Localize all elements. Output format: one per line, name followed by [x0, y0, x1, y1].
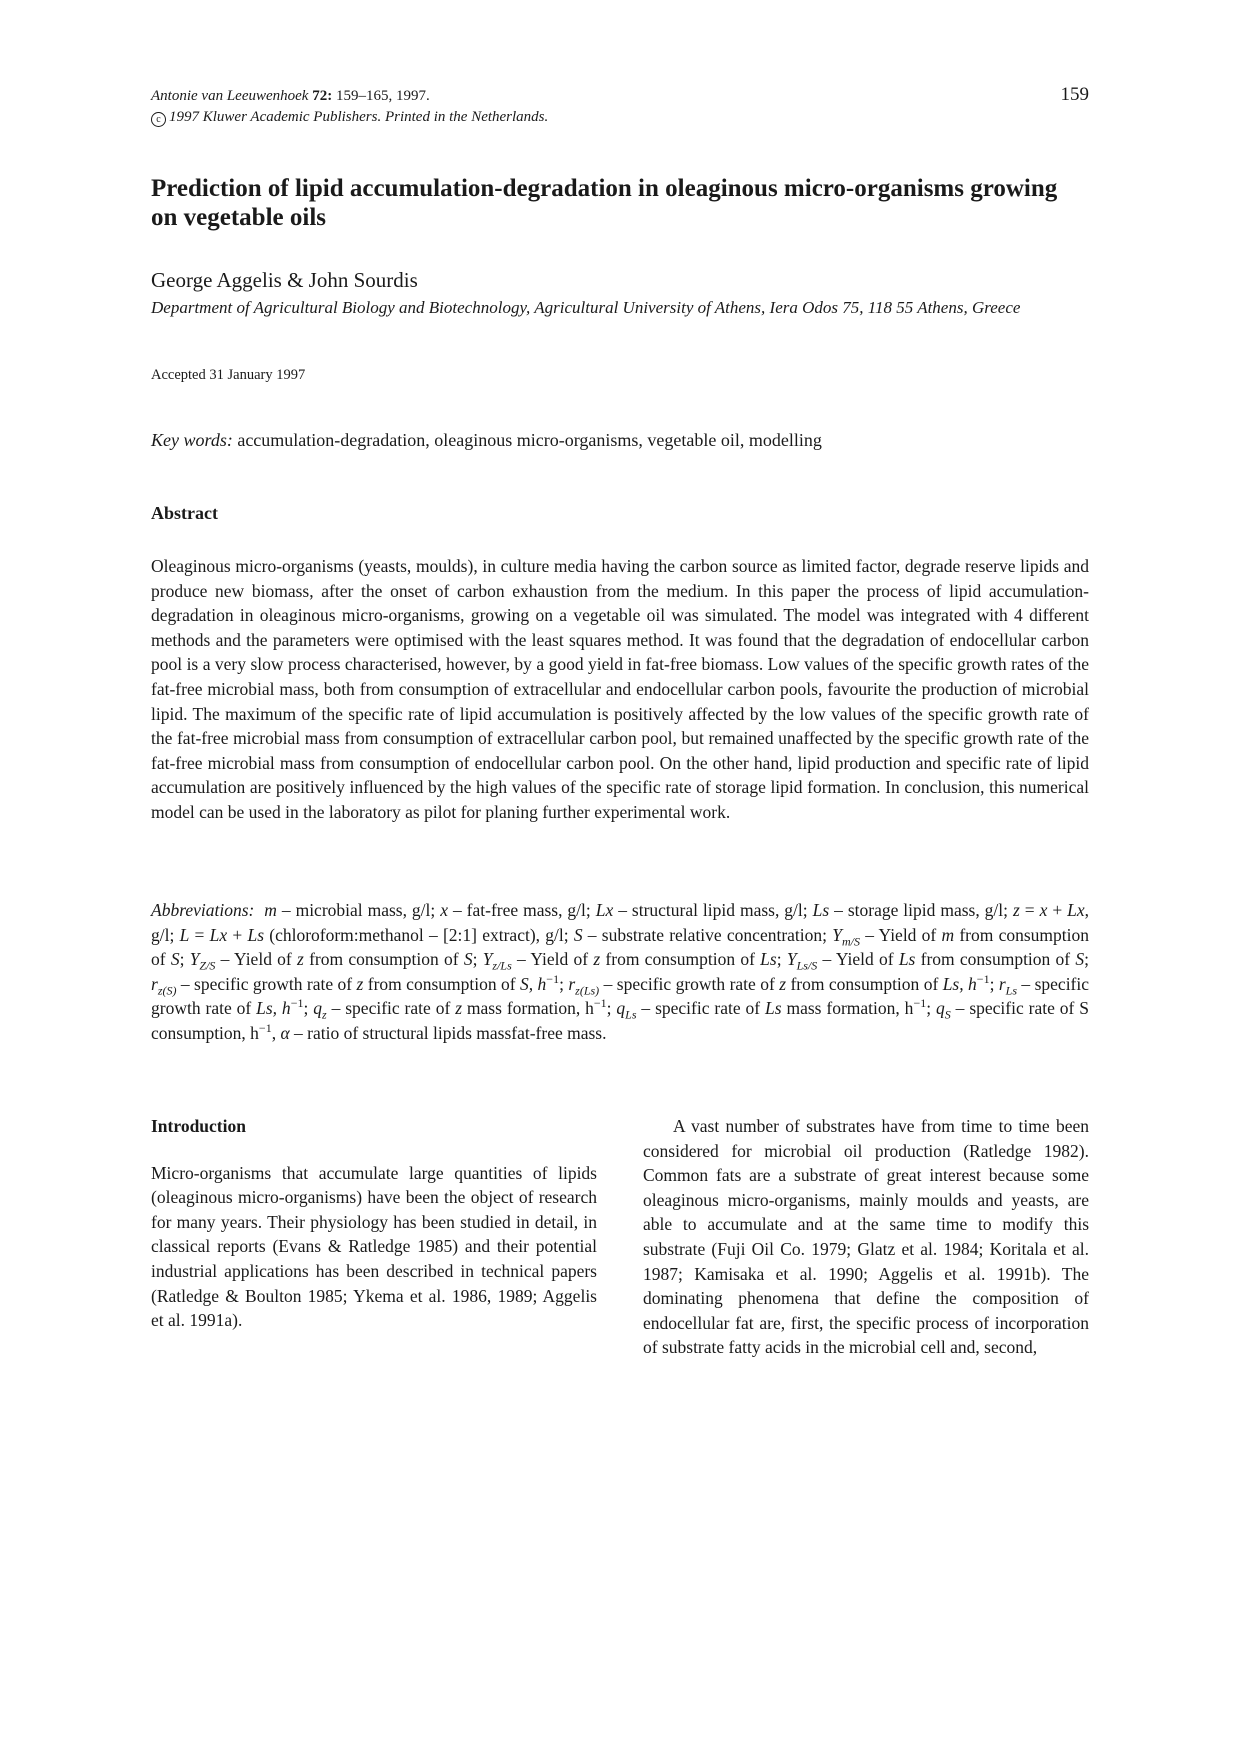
abbr-term: m	[264, 900, 277, 920]
abbr-superscript: −1	[593, 996, 607, 1011]
abbr-def: ;	[606, 998, 617, 1019]
abbr-term: Y	[832, 924, 842, 945]
abbr-term: S	[573, 924, 583, 945]
introduction-paragraph: Micro-organisms that accumulate large quantities of lipids (oleaginous micro-organisms) have been the object of research for many years. Their physiology has been studied in detail, in classical reports (Evans & Ratledge 1985) and their potential industrial applications has been described in technical papers (Ratledge & Boulton 1985; Ykema et al. 1986, 1989; Aggelis et al. 1991a).	[151, 1162, 597, 1331]
abbr-term: L	[179, 924, 190, 945]
abbr-def: =	[1019, 900, 1040, 920]
abbr-term: S	[170, 949, 180, 970]
abbreviations	[151, 898, 1089, 1046]
abbr-def: from consumption of	[151, 924, 1089, 970]
abbr-def: +	[1047, 900, 1068, 920]
abbr-term: Lx	[209, 924, 228, 945]
abbr-term: x	[440, 900, 449, 920]
abbr-term: Ls	[760, 949, 777, 970]
keywords	[151, 430, 822, 451]
abbr-def: mass formation, h	[462, 998, 594, 1019]
abbr-superscript: −1	[290, 996, 304, 1011]
abbr-def: – specific growth rate of	[151, 973, 1090, 1019]
abbr-subscript: z	[322, 1007, 327, 1022]
abbr-def: mass formation, h	[781, 998, 914, 1019]
journal-name: Antonie van Leeuwenhoek	[151, 88, 309, 104]
authors: George Aggelis & John Sourdis	[151, 268, 418, 292]
abbr-def: , g/l;	[151, 900, 1090, 945]
abbr-superscript: −1	[546, 971, 560, 986]
abbr-term: Lx	[595, 900, 614, 920]
abbr-term: Ls	[765, 998, 782, 1019]
abbr-subscript: z(Ls)	[575, 983, 600, 998]
keywords-label: Key words:	[151, 430, 233, 450]
abbr-def: from consumption of	[915, 949, 1076, 970]
abbr-term: z	[593, 949, 601, 970]
journal-citation	[151, 86, 1089, 107]
abbr-def: – substrate relative concentration;	[582, 924, 833, 945]
abstract-text: Oleaginous micro-organisms (yeasts, moulds), in culture media having the carbon source as limited factor, degrade reserve lipids and produce new biomass, after the onset of carbon exhaustion from the medium. In this paper the process of lipid accumulation-degradation in oleaginous micro-organisms, growing on a vegetable oil was simulated. The model was integrated with 4 different methods and the parameters were optimised with the least squares method. It was found that the degradation of endocellular carbon pool is a very slow process characterised, however, by a good yield in fat-free biomass. Low values of the specific growth rates of the fat-free microbial mass, both from consumption of extracellular and endocellular carbon pools, favourite the production of microbial lipid. The maximum of the specific rate of lipid accumulation is positively affected by the low values of the specific growth rate of the fat-free microbial mass from consumption of extracellular carbon pool, but remained unaffected by the specific growth rate of the fat-free microbial mass from consumption of endocellular carbon pool. On the other hand, lipid production and specific rate of lipid accumulation are positively influenced by the high values of the specific rate of storage lipid formation. In conclusion, this numerical model can be used in the laboratory as pilot for planing further experimental work.	[151, 556, 1089, 822]
abbr-def: – Yield of	[511, 949, 594, 970]
abbr-def: – fat-free mass, g/l;	[448, 900, 596, 920]
abbr-subscript: S	[944, 1007, 951, 1022]
abbr-subscript: Ls	[1005, 983, 1018, 998]
abbr-def: – storage lipid mass, g/l;	[829, 900, 1013, 920]
abbr-term: Y	[786, 949, 797, 970]
abbr-term: Ls	[247, 924, 265, 945]
abbr-def: – structural lipid mass, g/l;	[613, 900, 813, 920]
abbr-term: z	[779, 973, 787, 994]
abbr-def: – Yield of	[215, 949, 298, 970]
abbr-def: – specific rate of	[326, 998, 456, 1019]
introduction-heading: Introduction	[151, 1116, 246, 1136]
abbr-def: ;	[559, 973, 569, 994]
accepted-date: Accepted 31 January 1997	[151, 367, 306, 383]
abbr-def: ;	[179, 949, 190, 970]
abbr-term: z	[356, 973, 364, 994]
journal-volume: 72:	[312, 88, 333, 104]
abbr-def: – Yield of	[859, 924, 942, 945]
abbr-term: Y	[482, 949, 493, 970]
abbr-term: S, h	[520, 973, 547, 994]
abbr-def: – specific rate of S consumption, h	[151, 998, 1089, 1043]
abbr-term: z	[297, 949, 304, 970]
abbr-superscript: −1	[913, 996, 927, 1011]
abbr-def: – specific rate of	[636, 998, 766, 1019]
abbr-superscript: −1	[258, 1021, 272, 1036]
abbr-term: r	[568, 973, 576, 994]
abbr-def: from consumption of	[600, 949, 761, 970]
abbr-def: (chloroform:methanol – [2:1] extract), g/l;	[264, 924, 574, 945]
abbr-def: ;	[926, 998, 936, 1019]
abbr-subscript: z/Ls	[492, 958, 512, 973]
copyright-line	[151, 107, 1089, 128]
abbr-term: r	[151, 973, 158, 994]
copyright-text: 1997 Kluwer Academic Publishers. Printed in the Netherlands.	[169, 109, 549, 125]
abbr-subscript: Z/S	[199, 958, 216, 973]
page-number: 159	[1060, 84, 1089, 105]
abstract-heading: Abstract	[151, 503, 218, 523]
keywords-text: accumulation-degradation, oleaginous micro-organisms, vegetable oil, modelling	[237, 430, 822, 450]
abbr-def: from consumption of	[363, 973, 520, 994]
abbr-def: – specific growth rate of	[176, 973, 357, 994]
abbr-term: S	[463, 949, 473, 970]
abbr-def: from consumption of	[786, 973, 943, 994]
affiliation: Department of Agricultural Biology and Biotechnology, Agricultural University of Athens, Iera Odos 75, 118 55 Athens, Greece	[151, 298, 1021, 317]
abbr-term: m	[941, 924, 955, 945]
abbr-def: ;	[776, 949, 787, 970]
abbr-term: S	[1075, 949, 1085, 970]
paper-title: Prediction of lipid accumulation-degradation in oleaginous micro-organisms growing on vegetable oils	[151, 175, 1058, 231]
introduction-left-column	[151, 1114, 597, 1333]
journal-pages-year: 159–165, 1997.	[335, 88, 430, 104]
abbr-term: α	[280, 1022, 290, 1043]
abbr-term: q	[313, 998, 322, 1019]
abbr-term: Ls	[898, 949, 916, 970]
abbr-term: x	[1039, 900, 1048, 920]
abbreviations-label: Abbreviations:	[151, 900, 255, 920]
abbr-term: Ls, h	[256, 998, 291, 1019]
abbr-term: Ls	[812, 900, 830, 920]
abbr-subscript: Ls/S	[796, 958, 818, 973]
copyright-icon: c	[151, 112, 166, 127]
abbr-term: q	[936, 998, 945, 1019]
abbr-term: r	[998, 973, 1006, 994]
abbr-def: ,	[271, 1022, 281, 1043]
abbr-def: – specific growth rate of	[599, 973, 780, 994]
abbr-def: ;	[989, 973, 999, 994]
abbr-def: – microbial mass, g/l;	[276, 900, 441, 920]
abbr-term: Y	[189, 949, 200, 970]
abbr-def: ;	[472, 949, 483, 970]
introduction-right-column: A vast number of substrates have from time to time been considered for microbial oil production (Ratledge 1982). Common fats are a substrate of great interest because some oleaginous micro-organisms, mainly moulds and yeasts, are able to accumulate and at the same time to modify this substrate (Fuji Oil Co. 1979; Glatz et al. 1984; Koritala et al. 1987; Kamisaka et al. 1990; Aggelis et al. 1991b). The dominating phenomena that define the composition of endocellular fat are, first, the specific process of incorporation of substrate fatty acids in the microbial cell and, second,	[643, 1116, 1089, 1358]
abbr-term: Lx	[1067, 900, 1085, 920]
abbr-subscript: m/S	[841, 934, 860, 949]
abbr-def: – ratio of structural lipids massfat-free mass.	[289, 1022, 607, 1043]
abbr-def: from consumption of	[303, 949, 464, 970]
abbr-term: Ls, h	[942, 973, 977, 994]
abbr-def: ;	[1084, 949, 1089, 970]
abbr-def: – Yield of	[817, 949, 899, 970]
abbr-def: ;	[303, 998, 314, 1019]
abbr-term: z	[455, 998, 462, 1019]
running-header	[151, 86, 1089, 128]
abbr-def: +	[227, 924, 248, 945]
abbr-superscript: −1	[976, 971, 990, 986]
abbr-term: q	[616, 998, 626, 1019]
abbr-subscript: z(S)	[157, 983, 177, 998]
abbr-term: z	[1012, 900, 1020, 920]
abbr-subscript: Ls	[625, 1007, 637, 1022]
abbr-def: =	[189, 924, 210, 945]
